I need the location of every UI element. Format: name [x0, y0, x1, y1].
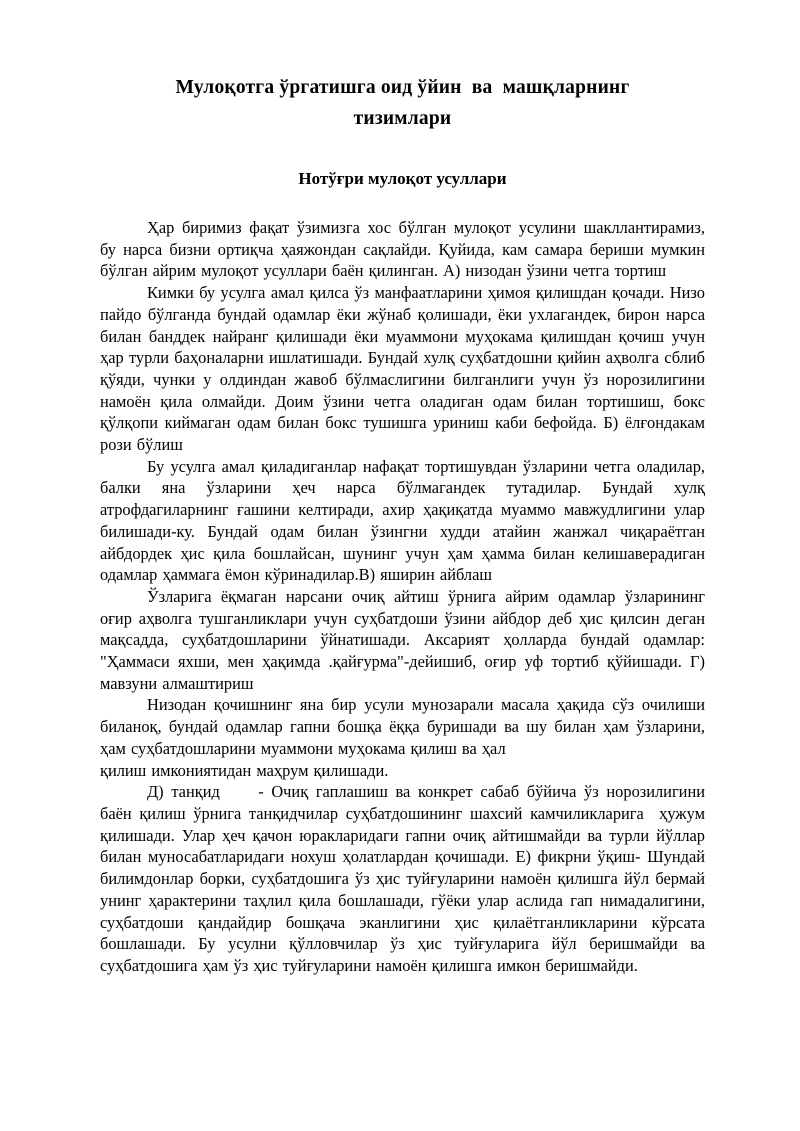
- page-subtitle: Нотўғри мулоқот усуллари: [298, 169, 507, 188]
- paragraph: Кимки бу усулга амал қилса ўз манфаатларини ҳимоя қилишдан қочади. Низо пайдо бўлганда бундай одамлар ёки жўнаб қолишади, ёки ухлагандек, бирон нарса билан банддек найранг қилишади ёки муаммони муҳокама қилишдан қочиш учун ҳар турли баҳоналарни ишлатишади. Бундай хулқ суҳбатдошни қийин аҳволга сблиб қўяди, чунки у олдиндан жавоб бўлмаслигини билганлиги учун ўз норозилигини намоён қила олмайди. Доим ўзини четга оладиган одам билан тортишиш, бокс қўлқопи киймаган одам билан бокс тушишга уриниш каби бефойда. Б) ёлғондакам рози бўлиш: [100, 283, 705, 455]
- paragraph: Ўзларига ёқмаган нарсани очиқ айтиш ўрнига айрим одамлар ўзларининг оғир аҳволга тушганликлари учун суҳбатдоши ўзини айбдор деб ҳис қилсин деган мақсадда, суҳбатдошларини ўйнатишади. Аксарият ҳолларда бундай одамлар: "Ҳаммаси яхши, мен ҳақимда .қайғурма"-дейишиб, оғир уф тортиб қўйишади. Г) мавзуни алмаштириш: [100, 586, 705, 693]
- page-title-line1: Мулоқотга ўргатишга оид ўйин ва машқларнинг: [175, 77, 630, 98]
- paragraph: Низодан қочишнинг яна бир усули мунозарали масала ҳақида сўз очилиши биланоқ, бундай одамлар гапни бошқа ёққа буришади ва шу билан ҳам ўзларини, ҳам суҳбатдошларини муаммони муҳокама қилиш ва ҳал: [100, 695, 705, 758]
- paragraph: Бу усулга амал қиладиганлар нафақат тортишувдан ўзларини четга оладилар, балки яна ўзларини ҳеч нарса бўлмагандек тутадилар. Бундай хулқ атрофдагиларнинг ғашини келтиради, ахир ҳақиқатда муаммо мавжудлигини улар билишади-ку. Бундай одам билан ўзингни худди атайин жанжал чиқараётган айбдордек ҳис қила бошлайсан, шунинг учун ҳам ҳамма билан келишаверадиган одамлар ҳаммага ёмон кўринадилар.В) яширин айблаш: [100, 456, 705, 585]
- paragraph: қилиш имкониятидан маҳрум қилишади.: [100, 760, 389, 780]
- document-body: [100, 217, 705, 977]
- paragraph: Д) танқид - Очиқ гаплашиш ва конкрет сабаб бўйича ўз норозилигини баён қилиш ўрнига танқидчилар суҳбатдошининг шахсий камчиликларига ҳужум қилишади. Улар ҳеч қачон юракларидаги гапни очиқ айтишмайди ва турли йўллар билан муносабатларидаги нохуш ҳолатлардан қочишади. Е) фикрни ўқиш- Шундай билимдонлар борки, суҳбатдошига ўз ҳис туйғуларини намоён қилишга йўл бермай унинг ҳарактерини таҳлил қила бошлашади, гўёки улар аслида гап нимадалигини, суҳбатдоши қандайдир бошқача эканлигини ҳис қилаётганликларини кўрсата бошлашади. Бу усулни қўлловчилар ўз ҳис туйғуларига йўл беришмайди ва суҳбатдошига ҳам ўз ҳис туйғуларини намоён қилишга имкон беришмайди.: [100, 782, 705, 975]
- page-title: [100, 72, 705, 134]
- paragraph: Ҳар биримиз фақат ўзимизга хос бўлган мулоқот усулини шакллантирамиз, бу нарса бизни ортиқча ҳаяжондан сақлайди. Қуйида, кам самара бериши мумкин бўлган айрим мулоқот усуллари баён қилинган. А) низодан ўзини четга тортиш: [100, 218, 705, 281]
- page-title-line2: тизимлари: [353, 108, 452, 129]
